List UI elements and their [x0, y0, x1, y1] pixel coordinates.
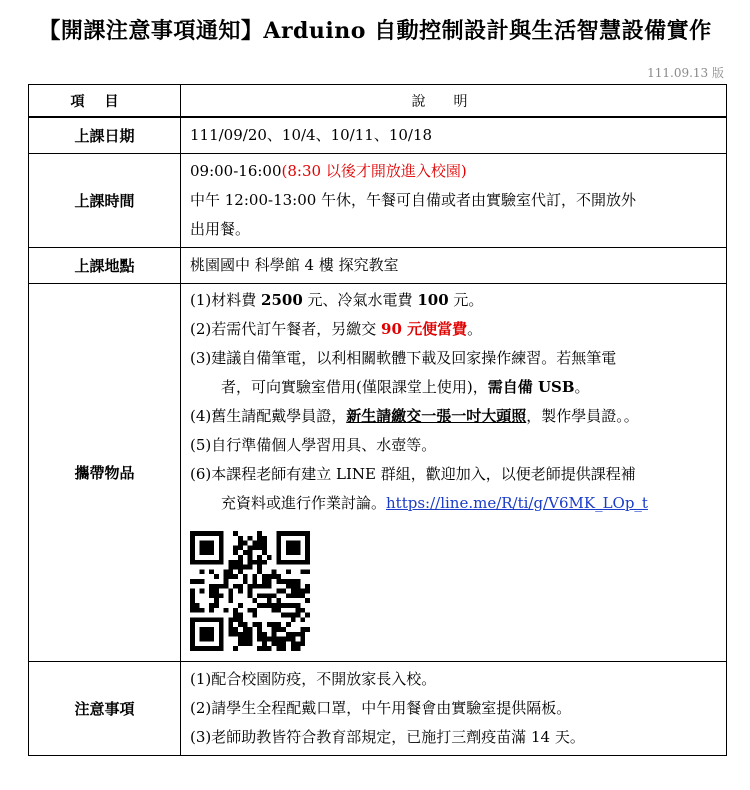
- item4-photo-note: 新生請繳交一張一吋大頭照: [346, 407, 527, 425]
- list-item: [190, 286, 716, 315]
- time-hours: 09:00-16:00: [190, 162, 282, 180]
- notes-label: 注意事項: [29, 662, 181, 756]
- table-row-place: [29, 248, 727, 284]
- table-row-date: [29, 117, 727, 154]
- item1-text-3: 元。: [448, 291, 484, 309]
- list-item: [190, 315, 716, 344]
- item1-text-2: 元、冷氣水電費: [302, 291, 418, 309]
- table-row-time: [29, 154, 727, 248]
- info-table: [28, 84, 727, 756]
- time-line: [190, 157, 716, 186]
- list-item: (3)老師助教皆符合教育部規定，已施打三劑疫苗滿 14 天。: [190, 728, 585, 746]
- item3-text-2: 。: [574, 378, 590, 396]
- list-item: (5)自行準備個人學習用具、水壺等。: [190, 436, 437, 454]
- item2-lunch-fee: 90 元便當費: [381, 320, 468, 338]
- place-cell: [181, 248, 727, 284]
- item1-text: (1)材料費: [190, 291, 262, 309]
- list-item: (1)配合校園防疫，不開放家長入校。: [190, 670, 437, 688]
- item1-utility-fee: 100: [417, 291, 449, 309]
- page-title: 【開課注意事項通知】Arduino 自動控制設計與生活智慧設備實作: [38, 18, 712, 44]
- list-item-continued: [190, 489, 716, 518]
- line-group-link[interactable]: https://line.me/R/ti/g/V6MK_LOp_t: [386, 494, 648, 512]
- date-label: 上課日期: [29, 117, 181, 154]
- list-item: [190, 402, 716, 431]
- item6-text: 充資料或進行作業討論。: [221, 494, 387, 512]
- header-description: 說明: [181, 85, 727, 118]
- list-item-continued: [190, 373, 716, 402]
- list-item: (3)建議自備筆電，以利相關軟體下載及回家操作練習。若無筆電: [190, 349, 617, 367]
- lunch-line-2: 出用餐。: [190, 220, 251, 238]
- lunch-line-1: 中午 12:00-13:00 午休，午餐可自備或者由實驗室代訂，不開放外: [190, 191, 637, 209]
- notes-cell: [181, 662, 727, 756]
- list-item: (2)請學生全程配戴口罩，中午用餐會由實驗室提供隔板。: [190, 699, 572, 717]
- item2-text-2: 。: [467, 320, 483, 338]
- header-item: 項目: [29, 85, 181, 118]
- place-label: 上課地點: [29, 248, 181, 284]
- time-cell: [181, 154, 727, 248]
- date-value: 111/09/20、10/4、10/11、10/18: [190, 126, 433, 144]
- qr-container: [190, 518, 716, 661]
- place-value: 桃園國中 科學館 4 樓 探究教室: [190, 256, 399, 274]
- table-header-row: [29, 85, 727, 118]
- time-label: 上課時間: [29, 154, 181, 248]
- table-row-items: [29, 284, 727, 662]
- version-label: 111.09.13 版: [647, 66, 724, 80]
- items-cell: [181, 284, 727, 662]
- list-item: (6)本課程老師有建立 LINE 群組，歡迎加入，以便老師提供課程補: [190, 465, 636, 483]
- table-row-notes: [29, 662, 727, 756]
- date-cell: [181, 117, 727, 154]
- item3-text: 者，可向實驗室借用(僅限課堂上使用)，: [221, 378, 488, 396]
- time-entry-note: (8:30 以後才開放進入校園): [281, 162, 467, 180]
- item2-text: (2)若需代訂午餐者，另繳交: [190, 320, 382, 338]
- item4-text-2: ，製作學員證。。: [526, 407, 639, 425]
- items-label: 攜帶物品: [29, 284, 181, 662]
- item3-usb-note: 需自備 USB: [487, 378, 575, 396]
- item1-material-fee: 2500: [261, 291, 303, 309]
- item4-text: (4)舊生請配戴學員證，: [190, 407, 347, 425]
- qr-code-icon: [190, 531, 310, 651]
